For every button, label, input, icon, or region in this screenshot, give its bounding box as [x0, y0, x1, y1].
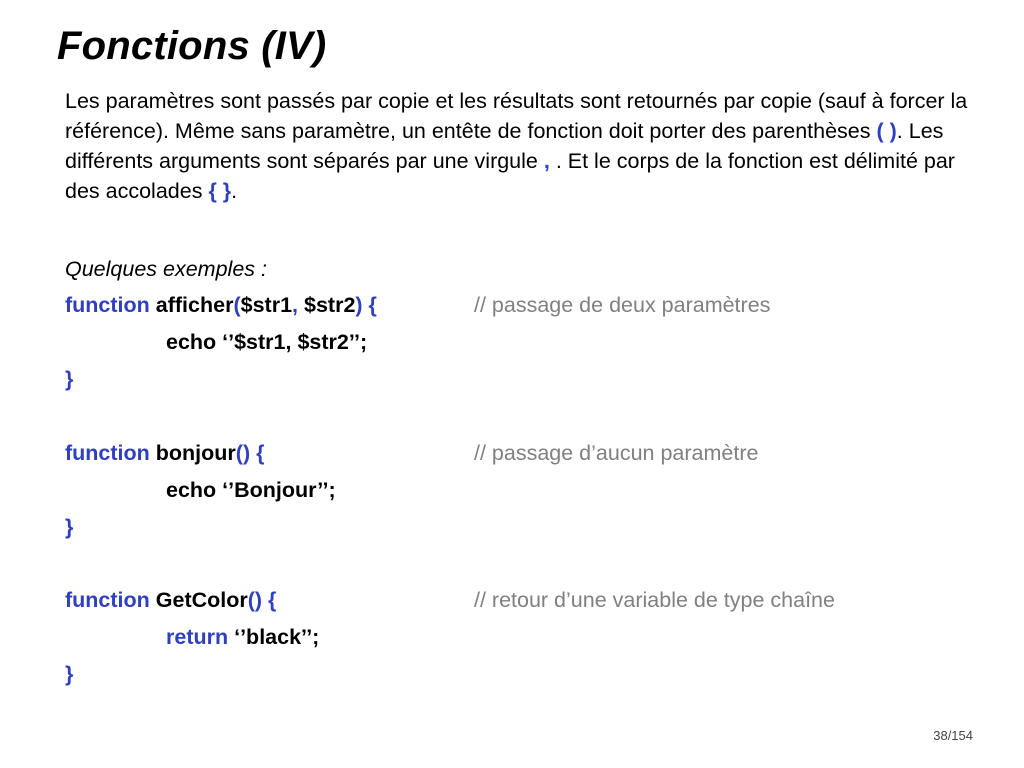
comment-afficher: // passage de deux paramètres: [474, 293, 771, 317]
function-name: afficher: [155, 293, 234, 317]
parens-brace: () {: [247, 588, 277, 612]
code-line-afficher-close: [65, 364, 73, 394]
param-str2: $str2: [304, 293, 356, 317]
function-name: GetColor: [155, 588, 248, 612]
param-separator: ,: [292, 293, 299, 317]
slide-title: Fonctions (IV): [57, 24, 327, 68]
code-line-bonjour-close: [65, 512, 73, 542]
intro-text-3: . Et le corps de la fonction est délimité par des accolades: [65, 149, 955, 203]
function-keyword: function: [65, 441, 150, 465]
comment-getcolor: // retour d’une variable de type chaîne: [474, 588, 835, 612]
intro-braces: { }: [208, 179, 232, 203]
code-line-bonjour-header: [65, 438, 264, 468]
closing-brace: }: [65, 515, 74, 539]
closing-brace: }: [65, 662, 74, 686]
examples-heading: Quelques exemples :: [65, 257, 267, 281]
intro-parens: ( ): [876, 119, 897, 143]
code-line-getcolor-body: [166, 622, 319, 652]
comment-bonjour: // passage d’aucun paramètre: [474, 441, 759, 465]
code-line-afficher-body: echo ‘’$str1, $str2’’;: [166, 330, 368, 354]
code-line-bonjour-body: echo ‘’Bonjour’’;: [166, 478, 336, 502]
intro-paragraph: [65, 86, 970, 206]
intro-text-1: Les paramètres sont passés par copie et les résultats sont retournés par copie (sauf à forcer la référence). Même sans paramètre, un entête de fonction doit porter des parenthèses: [65, 89, 968, 143]
code-line-afficher-header: [65, 290, 377, 320]
return-value: ‘’black’’;: [234, 625, 320, 649]
intro-text-4: .: [231, 179, 238, 203]
code-line-getcolor-header: [65, 585, 276, 615]
close-paren-brace: ) {: [355, 293, 377, 317]
parens-brace: () {: [235, 441, 265, 465]
intro-text-2: . Les différents arguments sont séparés par une virgule: [65, 119, 944, 173]
open-paren: (: [233, 293, 241, 317]
page-number: 38/154: [933, 728, 973, 743]
param-str1: $str1: [240, 293, 293, 317]
code-line-getcolor-close: [65, 659, 73, 689]
function-keyword: function: [65, 588, 150, 612]
function-keyword: function: [65, 293, 150, 317]
closing-brace: }: [65, 367, 74, 391]
function-name: bonjour: [155, 441, 236, 465]
intro-comma: ,: [543, 149, 550, 173]
return-keyword: return: [166, 625, 229, 649]
